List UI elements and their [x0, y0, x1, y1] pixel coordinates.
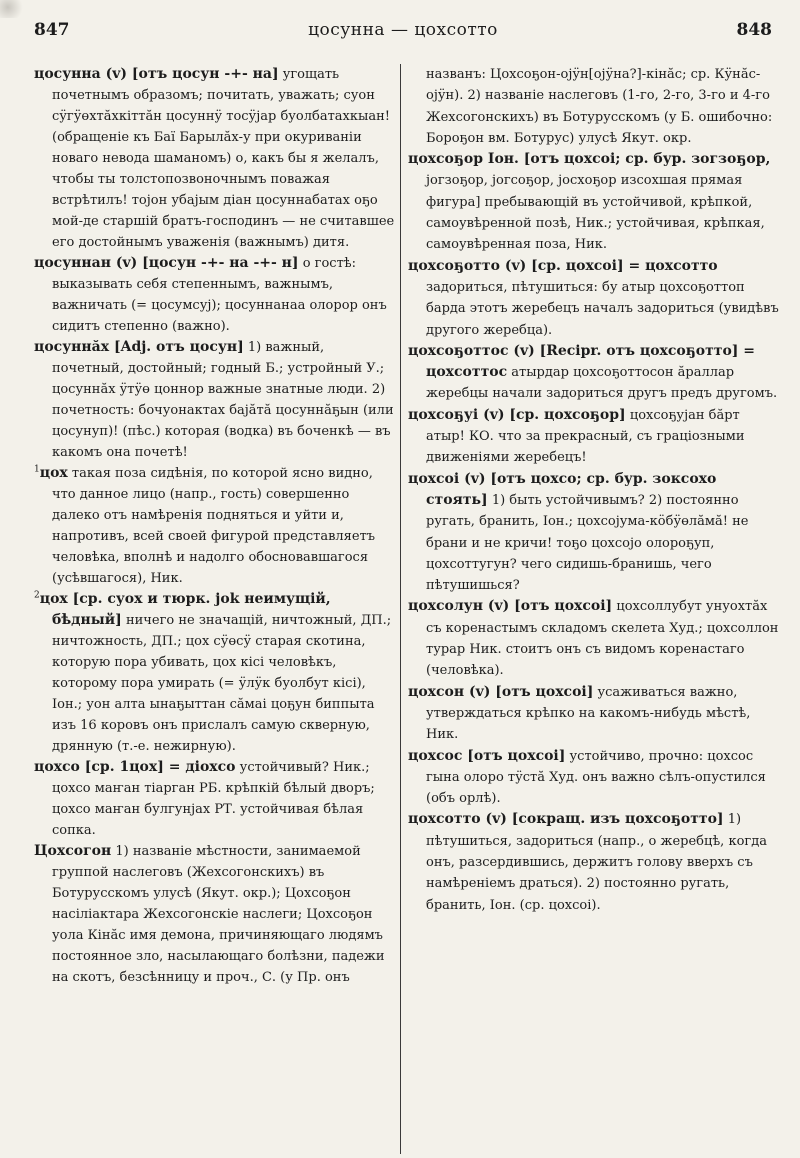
- page-number-left: 847: [34, 20, 70, 40]
- definition: цохсоллубут унуохтӑх съ коренастымъ складомъ скелета Худ.; цохсоллон турар Ник. стоитъ онъ съ видомъ коренастаго (человѣка).: [426, 599, 779, 679]
- entry: [408, 469, 780, 597]
- entry: [34, 253, 399, 337]
- definition: ничего не значащій, ничтожный, ДП.; ничтожность, ДП.; цох сӱөсӱ старая скотина, которую пора убивать, цох кісі человѣкъ, которому пора умирать (= ӱлӱк буолбут кісі), Іон.; уон алта ынаҕыттан сӑмаі цоҕун биппыта изъ 16 коровъ онъ прислалъ самую скверную, дрянную (т.-е. нежирную).: [52, 613, 392, 754]
- entry: [408, 341, 780, 405]
- definition: 1) важный, почетный, достойный; годный Б.; устройный У.; цосуннӑх ӱтӱө цоннор важные знатные люди. 2) почетность: бочуонактах бајӑтӑ цосуннӑҕын (или цосунуп)! (пѣс.) которая (водка) въ боченкѣ — въ какомъ она почетѣ!: [52, 340, 394, 460]
- right-column: [408, 64, 780, 916]
- headword: цосунна (v) [отъ цосун -+- на]: [34, 66, 279, 82]
- definition: такая поза сидѣнія, по которой ясно видно, что данное лицо (напр., гость) совершенно далеко отъ намѣренія подняться и уйти и, напротивъ, всей своей фигурой представляетъ человѣка, вполнѣ и надолго обосновавшагося (усѣвшагося), Ник.: [52, 466, 376, 586]
- entry-continuation: [408, 64, 780, 149]
- entry: [408, 405, 780, 469]
- left-column: [34, 64, 399, 988]
- definition: цохсоҕуjан бӑрт атыр! КО. что за прекрасный, съ граціозными движеніями жеребецъ!: [426, 407, 745, 466]
- entry: [34, 64, 399, 253]
- headword: цосуннӑх [Adj. отъ цосун]: [34, 339, 244, 355]
- entry: [34, 841, 399, 988]
- definition: јогзоҕор, јогсоҕор, јосхоҕор изсохшая прямая фигура] пребывающій въ устойчивой, крѣпкой, самоувѣренной позѣ, Ник.; устойчивая, крѣпкая, самоувѣренная поза, Ник.: [426, 173, 765, 253]
- definition: атырдар цохсоҕоттосон ӑраллар жеребцы начали задориться другъ предъ другомъ.: [426, 365, 778, 402]
- definition: усаживаться важно, утверждаться крѣпко на какомъ-нибудь мѣстѣ, Ник.: [426, 684, 751, 743]
- page-header: [34, 16, 772, 46]
- homonym-number: 2: [34, 590, 40, 601]
- entry: [408, 809, 780, 915]
- column-divider: [400, 64, 401, 1154]
- entry: [34, 337, 399, 463]
- corner-stain: [0, 0, 26, 18]
- headword: цохсолун (v) [отъ цохсоі]: [408, 598, 613, 615]
- definition: угощать почетнымъ образомъ; почитать, уважать; суон сӱгӱөхтӑхкіттӑн цосуннӱ тосӱjар буолбатахкыан! (обращеніе къ Бaï Барылӑх-у при окуриваніи новаго невода шаманомъ) о, какъ бы я желалъ, чтобы ты толстопозвоночнымъ поважая встрѣтилъ! тојон убаjым діан цосуннабатах оҕо мой-де старшій братъ-господинъ — не считавшее его достойнымъ уваженія (важнымъ) дитя.: [52, 67, 395, 250]
- headword: цохсоҕотто (v) [ср. цохсоі] = цохсотто: [408, 257, 718, 274]
- running-head: цосунна — цохсотто: [308, 20, 498, 40]
- entry: [34, 463, 399, 589]
- entry: [34, 757, 399, 841]
- definition: задориться, пѣтушиться: бу атыр цохсоҕоттоп барда этотъ жеребецъ началъ задориться (увидѣвъ другого жеребца).: [426, 279, 779, 338]
- homonym-number: 1: [34, 464, 40, 475]
- headword: цох: [39, 465, 68, 481]
- headword: цохсон (v) [отъ цохсоі]: [408, 683, 594, 700]
- definition: 1) названіе мѣстности, занимаемой группой наслеговъ (Жехсогонскихъ) въ Ботурусскомъ улусѣ (Якут. окр.); Цохсоҕон насіліактара Жехсогонскіе наслеги; Цохсоҕон уола Кінӑс имя демона, причиняющаго людямъ постоянное зло, насылающаго болѣзни, падежи на скотъ, безсѣнницу и проч., С. (у Пр. онъ: [52, 844, 385, 985]
- headword: цохсоҕуі (v) [ср. цохсоҕор]: [408, 406, 626, 423]
- headword: цохсос [отъ цохсоі]: [408, 747, 566, 764]
- definition: о гостѣ: выказывать себя степеннымъ, важнымъ, важничать (= цосумсуј); цосуннанаа олорор онъ сидитъ степенно (важно).: [52, 256, 387, 334]
- headword: цохсоҕор Іон. [отъ цохсоі; ср. бур. зогзоҕор,: [408, 151, 771, 168]
- definition: 1) пѣтушиться, задориться (напр., о жеребцѣ, когда онъ, разсердившись, держитъ голову вверхъ съ намѣреніемъ драться). 2) постоянно ругать, бранить, Іон. (ср. цохсоі).: [426, 812, 767, 913]
- headword: цох [ср. суох и тюрк. jok неимущій, бѣдный]: [39, 591, 331, 628]
- definition: названъ: Цохсоҕон-ојӱн[ојӱна?]-кінӑс; ср. Кӱнӑс-ојӱн). 2) названіе наслеговъ (1-го, 2-го, 3-го и 4-го Жехсогонскихъ) въ Ботурусскомъ (у Б. ошибочно: Бороҕон вм. Ботурус) улусѣ Якут. окр.: [426, 67, 773, 146]
- definition: устойчивый? Ник.; цохсо маҥан тіарган РБ. крѣпкій бѣлый дворъ; цохсо маҥан булгунjах РТ. устойчивая бѣлая сопка.: [52, 760, 375, 838]
- page-number-right: 848: [736, 20, 772, 40]
- entry: [408, 746, 780, 810]
- definition: 1) быть устойчивымъ? 2) постоянно ругать, бранить, Іон.; цохсоjума-кӧбӱөлӑмӑ! не брани и не кричи! тоҕо цохсоjо олороҕуп, цохсоттугун? чего сидишь-бранишь, чего пѣтушишься?: [426, 492, 749, 594]
- entry: [408, 256, 780, 341]
- entry: [34, 589, 399, 757]
- headword: цохсо [ср. 1цох] = діохсо: [34, 759, 236, 775]
- definition: устойчиво, прочно: цохсос гына олоро тӱстӑ Худ. онъ важно сѣлъ-опустился (объ орлѣ).: [426, 748, 766, 807]
- entry: [408, 149, 780, 255]
- entry: [408, 596, 780, 681]
- entry: [408, 682, 780, 746]
- headword: цосуннан (v) [цосун -+- на -+- н]: [34, 255, 299, 271]
- headword: цохсоҕоттос (v) [Recipr. отъ цохсоҕотто] = цохсоттос: [408, 342, 756, 381]
- headword: цохсоі (v) [отъ цохсо; ср. бур. зоксохо стоять]: [408, 470, 717, 508]
- headword: цохсотто (v) [сокращ. изъ цохсоҕотто]: [408, 811, 724, 828]
- headword: Цохсогон: [34, 843, 112, 859]
